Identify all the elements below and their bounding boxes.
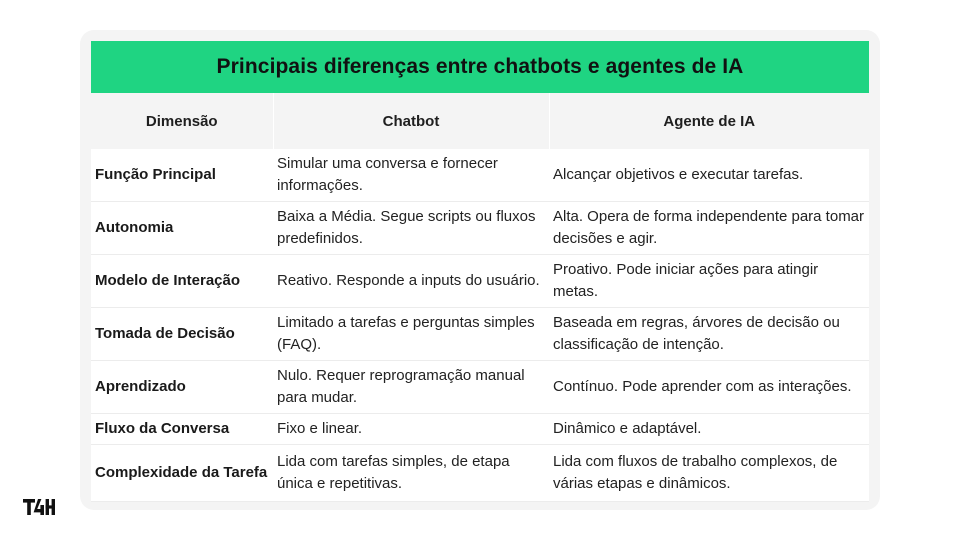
table-row [91,361,869,414]
table-row [91,308,869,361]
row-agent: Alta. Opera de forma independente para tomar decisões e agir. [549,202,869,255]
table-row [91,445,869,502]
table-row [91,255,869,308]
row-dimension: Autonomia [91,202,273,255]
row-chatbot: Simular uma conversa e fornecer informações. [273,149,549,202]
header-chatbot: Chatbot [273,93,549,149]
row-chatbot: Nulo. Requer reprogramação manual para mudar. [273,361,549,414]
comparison-table [91,93,869,502]
row-dimension: Complexidade da Tarefa [91,445,273,502]
header-agent: Agente de IA [549,93,869,149]
row-dimension: Fluxo da Conversa [91,414,273,445]
header-dimension: Dimensão [91,93,273,149]
table-row [91,149,869,202]
row-chatbot: Fixo e linear. [273,414,549,445]
row-dimension: Aprendizado [91,361,273,414]
header-row [91,93,869,149]
row-agent: Dinâmico e adaptável. [549,414,869,445]
row-dimension: Tomada de Decisão [91,308,273,361]
row-agent: Proativo. Pode iniciar ações para atingir metas. [549,255,869,308]
row-chatbot: Lida com tarefas simples, de etapa única e repetitivas. [273,445,549,502]
t4h-logo-icon [23,496,55,518]
row-dimension: Modelo de Interação [91,255,273,308]
row-agent: Lida com fluxos de trabalho complexos, de várias etapas e dinâmicos. [549,445,869,502]
row-dimension: Função Principal [91,149,273,202]
table-title: Principais diferenças entre chatbots e agentes de IA [91,41,869,93]
table-row [91,414,869,445]
comparison-table-container [91,41,869,502]
row-agent: Baseada em regras, árvores de decisão ou classificação de intenção. [549,308,869,361]
row-agent: Contínuo. Pode aprender com as interações. [549,361,869,414]
row-agent: Alcançar objetivos e executar tarefas. [549,149,869,202]
row-chatbot: Baixa a Média. Segue scripts ou fluxos predefinidos. [273,202,549,255]
row-chatbot: Limitado a tarefas e perguntas simples (FAQ). [273,308,549,361]
table-row [91,202,869,255]
row-chatbot: Reativo. Responde a inputs do usuário. [273,255,549,308]
